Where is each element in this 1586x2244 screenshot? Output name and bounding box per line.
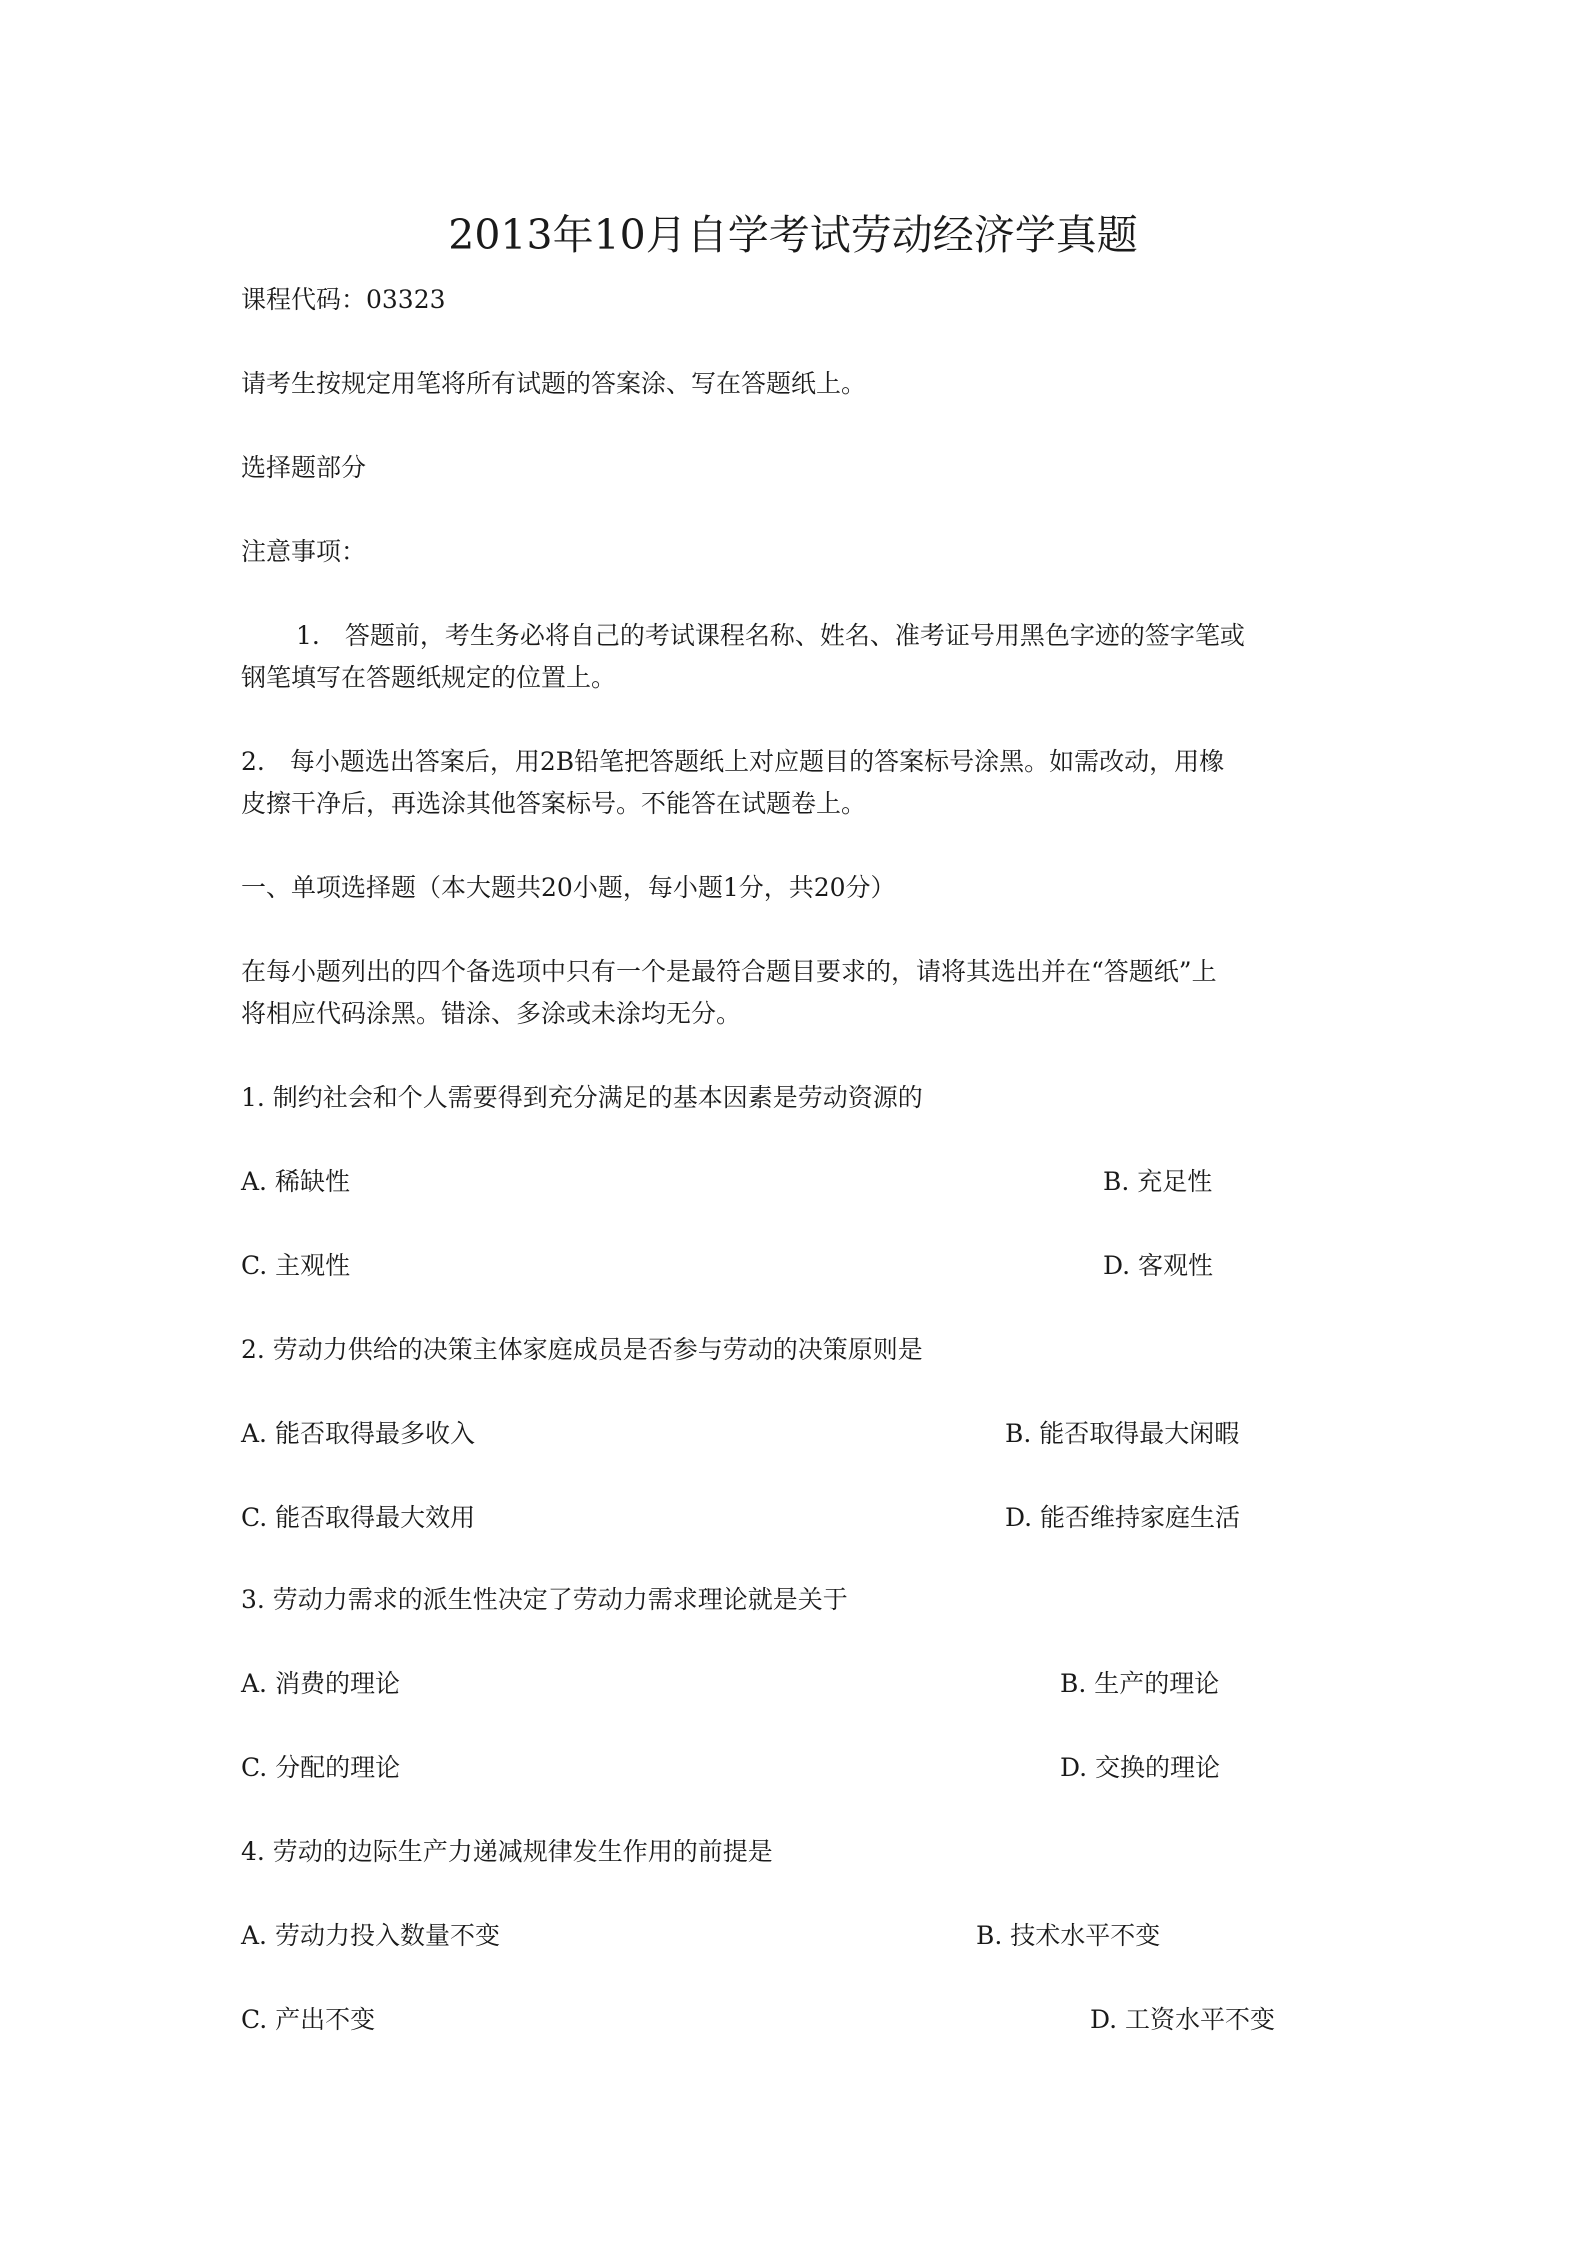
part-1-description-line-1: 在每小题列出的四个备选项中只有一个是最符合题目要求的，请将其选出并在“答题纸”上 (241, 957, 1217, 986)
section-heading: 选择题部分 (241, 453, 367, 482)
question-3-option-a: A. 消费的理论 (241, 1669, 400, 1698)
part-1-description-line-2: 将相应代码涂黑。错涂、多涂或未涂均无分。 (241, 999, 742, 1028)
note-2-line-2: 皮擦干净后，再选涂其他答案标号。不能答在试题卷上。 (241, 789, 867, 818)
question-4-stem: 4. 劳动的边际生产力递减规律发生作用的前提是 (241, 1837, 773, 1866)
note-1-line-2: 钢笔填写在答题纸规定的位置上。 (241, 663, 617, 692)
question-3-option-d: D. 交换的理论 (1060, 1753, 1221, 1782)
course-code: 课程代码：03323 (241, 285, 446, 314)
note-2-line-1: 2. 每小题选出答案后，用2B铅笔把答题纸上对应题目的答案标号涂黑。如需改动，用橡 (241, 747, 1225, 776)
question-1-option-c: C. 主观性 (241, 1251, 351, 1280)
question-4-option-b: B. 技术水平不变 (976, 1921, 1161, 1950)
question-2-option-c: C. 能否取得最大效用 (241, 1503, 476, 1532)
question-2-stem: 2. 劳动力供给的决策主体家庭成员是否参与劳动的决策原则是 (241, 1335, 923, 1364)
instruction-text: 请考生按规定用笔将所有试题的答案涂、写在答题纸上。 (241, 369, 867, 398)
question-4-option-c: C. 产出不变 (241, 2005, 376, 2034)
question-4-option-d: D. 工资水平不变 (1090, 2005, 1276, 2034)
question-2-option-d: D. 能否维持家庭生活 (1005, 1503, 1241, 1532)
question-3-stem: 3. 劳动力需求的派生性决定了劳动力需求理论就是关于 (241, 1585, 848, 1614)
question-2-option-a: A. 能否取得最多收入 (241, 1419, 475, 1448)
page-title: 2013年10月自学考试劳动经济学真题 (448, 211, 1138, 259)
question-2-option-b: B. 能否取得最大闲暇 (1005, 1419, 1240, 1448)
notes-heading: 注意事项： (241, 537, 367, 566)
note-1-line-1: 1. 答题前，考生务必将自己的考试课程名称、姓名、准考证号用黑色字迹的签字笔或 (296, 621, 1245, 650)
question-1-option-d: D. 客观性 (1103, 1251, 1214, 1280)
question-3-option-c: C. 分配的理论 (241, 1753, 401, 1782)
question-1-option-b: B. 充足性 (1103, 1167, 1213, 1196)
question-4-option-a: A. 劳动力投入数量不变 (241, 1921, 500, 1950)
question-1-stem: 1. 制约社会和个人需要得到充分满足的基本因素是劳动资源的 (241, 1083, 923, 1112)
question-3-option-b: B. 生产的理论 (1060, 1669, 1220, 1698)
question-1-option-a: A. 稀缺性 (241, 1167, 350, 1196)
part-1-heading: 一、单项选择题（本大题共20小题，每小题1分，共20分） (241, 873, 896, 902)
